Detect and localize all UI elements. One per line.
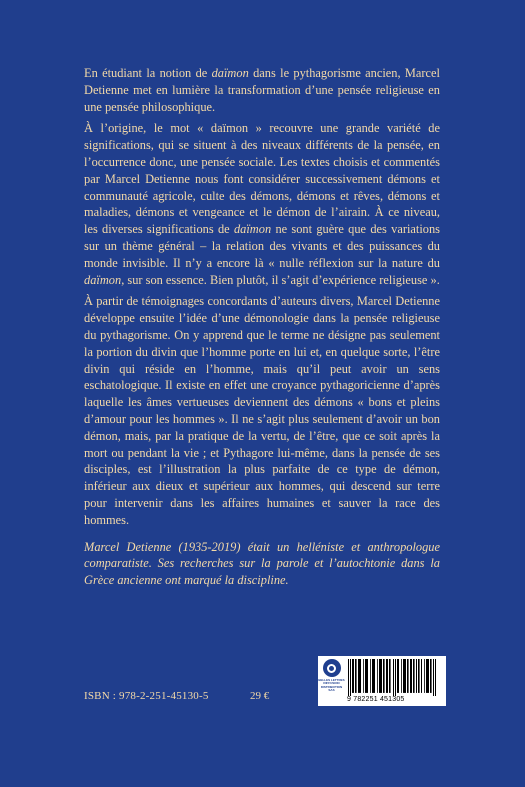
italic-term: daïmon [233, 222, 272, 237]
barcode-bar [424, 659, 425, 693]
barcode-bar [410, 659, 412, 693]
barcode-bar [377, 659, 378, 693]
barcode-bar [389, 659, 391, 693]
barcode-bar [363, 659, 364, 693]
barcode-bar [372, 659, 375, 693]
paragraph-text: dans le pythagorisme ancien, Marcel Detienne met en lumière la transformation d’une pensée religieuse en une pensée philosophique. [84, 66, 441, 114]
barcode-bar [421, 659, 422, 693]
barcode-bar [358, 659, 361, 693]
barcode-bar [365, 659, 368, 693]
barcode-bar [403, 659, 406, 693]
barcode-bars [347, 659, 442, 696]
blurb-text [84, 65, 440, 594]
barcode-bar [418, 659, 420, 693]
paragraph-text: ne sont guère que des variations sur un thème général – la relation des vivants et des puissances du monde invisible. Il n’y a encore là « nulle réflexion sur la nature du [84, 222, 440, 270]
barcode-bar [435, 659, 436, 696]
barcode-bar [416, 659, 417, 693]
barcode-bar [401, 659, 402, 693]
italic-term: daïmon [84, 272, 122, 287]
blurb-paragraph-3 [84, 293, 440, 528]
publisher-emblem-icon [323, 659, 341, 677]
italic-term: daïmon [211, 66, 249, 80]
barcode-bar [393, 659, 394, 696]
barcode-sticker [318, 656, 446, 706]
barcode-bar [379, 659, 382, 693]
barcode-bar [355, 659, 357, 693]
publisher-logo [318, 656, 345, 706]
barcode-bar [413, 659, 415, 693]
barcode-bar [430, 659, 432, 693]
barcode-bar [407, 659, 409, 693]
paragraph-text: À partir de témoignages concordants d’auteurs divers, Marcel Detienne développe ensuite l’idée d’une démonologie dans la pensée religieuse du pythagorisme. On y apprend que le terme ne désigne pas seulement la portion du divin que l’homme porte en lui et, en quelque sorte, l’être divin qui réside en l’homme, mais qu’il peut avoir un sens eschatologique. Il existe en effet une croyance pythagoricienne d’après laquelle les âmes vertueuses deviennent des démons « bons et pleins d’amour pour les hommes ». Il ne s’agit plus seulement d’avoir un bon démon, mais, par la pratique de la vertu, de l’être, que ce soit après la mort ou pendant la vie ; et Pythagore lui-même, dans la pensée de ses disciples, est l’illustration la plus parfaite de ce type de démon, inférieur aux dieux et supérieur aux hommes, qui descend sur terre pour intervenir dans les affaires humaines et sauver la race des hommes. [84, 294, 440, 527]
ean-barcode [345, 656, 446, 706]
price-label: 29 € [250, 690, 270, 702]
barcode-bar [397, 659, 399, 693]
barcode-bar [370, 659, 371, 693]
paragraph-text: En étudiant la notion de [84, 66, 212, 80]
barcode-bar [433, 659, 434, 696]
barcode-bar [386, 659, 388, 693]
barcode-bar [426, 659, 429, 693]
barcode-bar [395, 659, 396, 696]
paragraph-text: , sur son essence. Bien plutôt, il s’agit d’expérience religieuse ». [121, 272, 440, 287]
barcode-bar [348, 659, 349, 696]
barcode-number: 9 782251 451305 [347, 696, 405, 703]
barcode-bar [350, 659, 351, 696]
author-bio: Marcel Detienne (1935-2019) était un helléniste et anthropologue comparatiste. Ses recherches sur la parole et l’autochtonie dans la Grèce ancienne ont marqué la discipline. [84, 539, 440, 588]
paragraph-text: À l’origine, le mot « daïmon » recouvre une grande variété de significations, qui se situent à des niveaux différents de la pensée, en l’occurrence donc, une pensée sociale. Les textes choisis et commentés par Marcel Detienne nous font considérer successivement démons et communauté agricole, culte des démons, démons et rêves, démons et maladies, démons et vengeance et le démon de l’airain. À ce niveau, les diverses significations de [84, 121, 440, 237]
barcode-bar [352, 659, 354, 693]
barcode-bar [383, 659, 385, 693]
blurb-paragraph-2 [84, 120, 440, 288]
isbn-label: ISBN : 978-2-251-45130-5 [84, 690, 209, 702]
publisher-logo-text: BELLES LETTRES DIFFUSION DISTRIBUTION SAS [318, 678, 345, 693]
blurb-paragraph-1 [84, 65, 440, 115]
